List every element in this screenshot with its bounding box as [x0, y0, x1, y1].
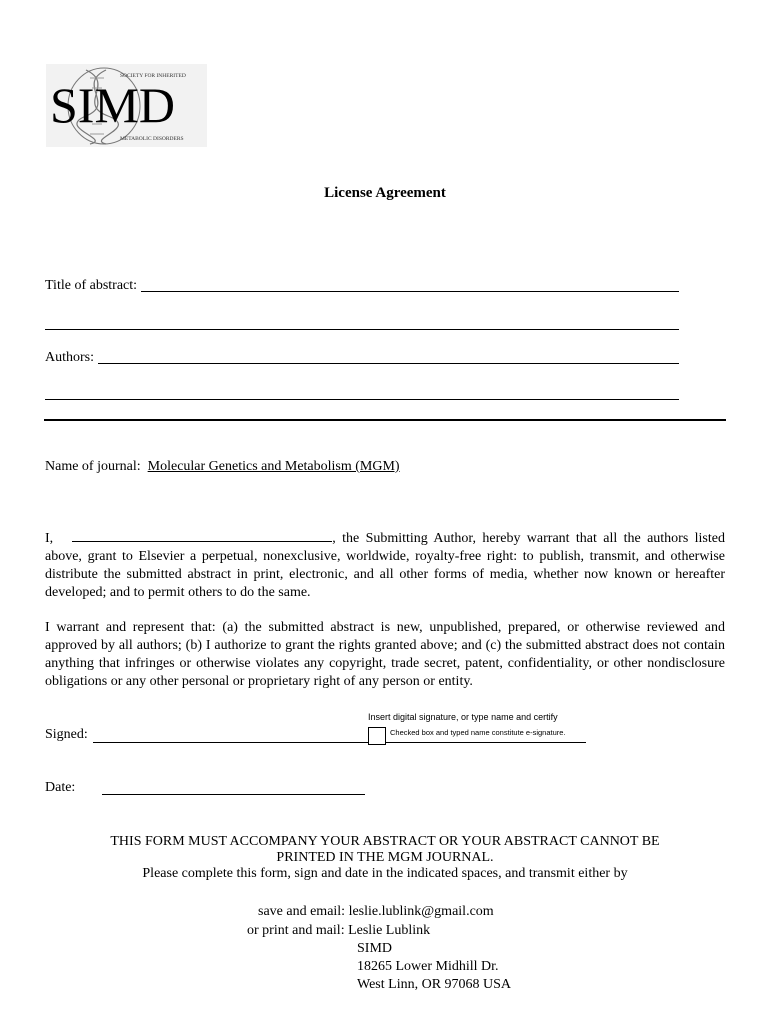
contact-org: SIMD [357, 941, 393, 956]
journal-row [45, 458, 400, 476]
date-field[interactable] [102, 794, 365, 795]
email-address[interactable]: leslie.lublink@gmail.com [348, 904, 494, 919]
abstract-title-field[interactable] [141, 291, 679, 292]
authors-field-line2[interactable] [45, 399, 679, 400]
mail-row [247, 922, 430, 940]
warranty-text: , the Submitting Author, hereby warrant that all the authors listed above, grant to Elsevier a perpetual, nonexclusive, worldwide, royalty-free right: to publish, transmit, and otherwise distribute the submitted abstract in print, electronic, and all other forms of media, whether now known or hereafter developed; and to permit others to do the same. [45, 531, 725, 600]
dna-helix-icon [46, 64, 207, 147]
logo-bottom-text: METABOLIC DISORDERS [120, 136, 184, 142]
email-row [258, 903, 494, 921]
journal-label: Name of journal: [45, 459, 141, 474]
email-label: save and email: [258, 904, 346, 919]
contact-city: West Linn, OR 97068 USA [357, 977, 512, 992]
journal-value: Molecular Genetics and Metabolism (MGM) [147, 459, 400, 474]
representation-paragraph: I warrant and represent that: (a) the submitted abstract is new, unpublished, prepared, or otherwise reviewed and approved by all authors; (b) I authorize to grant the rights granted above; and (c) the submitted abstract does not contain anything that infringes or otherwise violates any copyright, trade secret, patent, confidentiality, or other nondisclosure obligations or any other personal or proprietary right of any person or entity. [45, 620, 725, 689]
e-signature-checkbox[interactable] [368, 727, 386, 745]
contact-street: 18265 Lower Midhill Dr. [357, 959, 499, 974]
date-label: Date: [45, 780, 76, 795]
submitting-author-field[interactable] [72, 529, 332, 542]
signature-field[interactable] [93, 742, 368, 743]
section-divider [44, 419, 726, 421]
authors-label: Authors: [45, 350, 94, 365]
logo-text: SIMD [50, 77, 176, 133]
abstract-title-label: Title of abstract: [45, 278, 138, 293]
warranty-paragraph [45, 529, 725, 602]
authors-field[interactable] [98, 363, 679, 364]
warranty-prefix: I, [45, 531, 54, 546]
signature-note-2: Checked box and typed name constitute e-signature. [390, 728, 566, 737]
abstract-title-field-line2[interactable] [45, 329, 679, 330]
logo-top-text: SOCIETY FOR INHERITED [120, 73, 186, 79]
notice-line-1: THIS FORM MUST ACCOMPANY YOUR ABSTRACT OR YOUR ABSTRACT CANNOT BE [110, 834, 660, 849]
notice-line-3: Please complete this form, sign and date in the indicated spaces, and transmit either by [142, 866, 628, 881]
page-title: License Agreement [324, 185, 446, 201]
signed-label: Signed: [45, 727, 88, 742]
notice-line-2: PRINTED IN THE MGM JOURNAL. [276, 850, 494, 865]
simd-logo [46, 64, 207, 147]
typed-name-field[interactable] [385, 742, 586, 743]
mail-label: or print and mail: [247, 923, 345, 938]
contact-name: Leslie Lublink [348, 923, 431, 938]
signature-note-1: Insert digital signature, or type name and certify [368, 712, 558, 722]
